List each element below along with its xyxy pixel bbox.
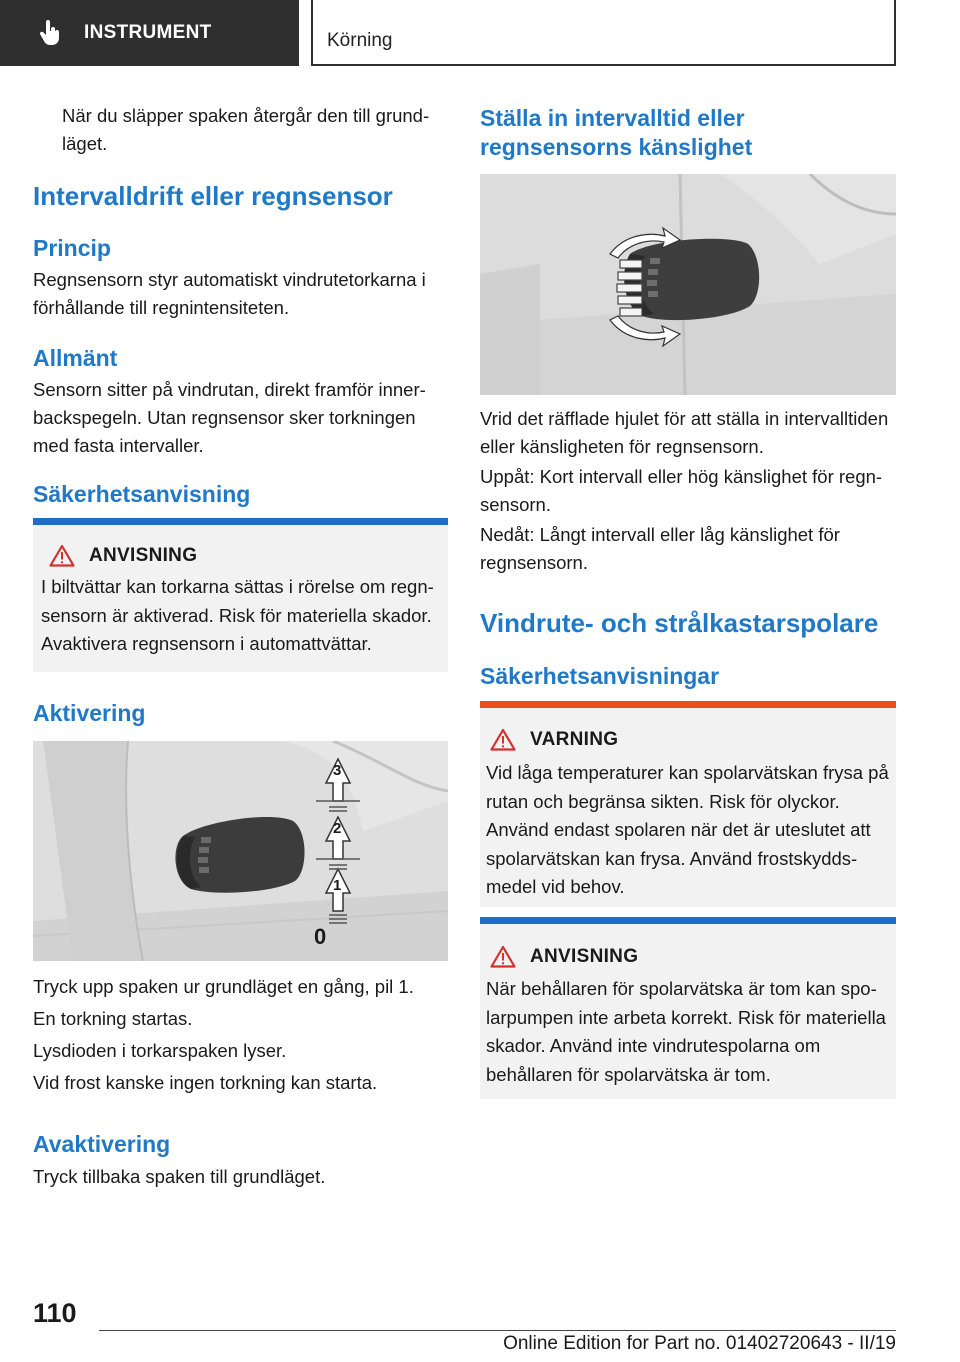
- header-section-label: INSTRUMENT: [84, 22, 212, 43]
- paragraph-allmant: Sensorn sitter på vindrutan, direkt framför innerbackspegeln. Utan regnsensor sker torkningen med fasta intervaller.: [33, 379, 426, 456]
- heading-intervalldrift: Intervalldrift eller regnsensor: [33, 181, 393, 211]
- figure-label-2: 2: [333, 820, 342, 837]
- paragraph-aktivering-2: En torkning startas.: [33, 1008, 193, 1029]
- heading-spolare: Vindrute- och strålkastarspolare: [480, 608, 879, 638]
- notice-text: I biltvättar kan torkarna sättas i rörelse om regnsensorn är aktiverad. Risk för materiella skador. Avaktivera regnsensorn i automattvättar.: [41, 576, 434, 654]
- heading-allmant: Allmänt: [33, 345, 118, 371]
- paragraph-aktivering-3: Lysdioden i torkarspaken lyser.: [33, 1040, 287, 1061]
- notice-title: ANVISNING: [89, 544, 198, 566]
- figure-label-3: 3: [333, 762, 342, 779]
- header-chapter-box: [311, 0, 896, 66]
- notice-box-anvisning: [33, 518, 448, 672]
- heading-sakerhetsanvisning: Säkerhetsanvisning: [33, 481, 251, 507]
- warning-title: VARNING: [530, 728, 619, 750]
- paragraph-uppat: Uppåt: Kort intervall eller hög känslighet för regnsensorn.: [480, 466, 883, 515]
- page-number: 110: [33, 1298, 77, 1328]
- heading-princip: Princip: [33, 235, 111, 261]
- warning-triangle-icon: [490, 945, 516, 968]
- paragraph-avaktivering: Tryck tillbaka spaken till grundläget.: [33, 1166, 326, 1187]
- warning-box-varning: [480, 701, 896, 907]
- intro-paragraph: När du släpper spaken återgår den till grundläget.: [62, 105, 430, 154]
- paragraph-nedat: Nedåt: Långt intervall eller låg känslighet för regnsensorn.: [480, 524, 840, 573]
- hand-pointer-icon: [38, 20, 62, 46]
- heading-sakerhetsanvisningar: Säkerhetsanvisningar: [480, 663, 720, 689]
- notice-2-text: När behållaren för spolarvätska är tom kan spolarpumpen inte arbeta korrekt. Risk för materiella skador. Använd inte vindrutespolarna om behållaren för spolarvätska är tom.: [486, 978, 886, 1085]
- heading-aktivering: Aktivering: [33, 700, 146, 726]
- notice-bar: [33, 518, 448, 525]
- heading-stalla-in: Ställa in intervalltid eller regnsensorns känslighet: [480, 105, 753, 160]
- notice-box-anvisning-2: [480, 917, 896, 1099]
- paragraph-vrid: Vrid det räfflade hjulet för att ställa in intervalltiden eller känsligheten för regnsensorn.: [480, 408, 889, 457]
- warning-text: Vid låga temperaturer kan spolarvätskan frysa på rutan och begränsa sikten. Risk för olyckor. Använd endast spolaren när det är uteslutet att spolarvätskan kan frysa. Använd frostskyddsmedel vid behov.: [486, 762, 889, 897]
- wiper-lever-illustration: [33, 741, 448, 961]
- warning-triangle-icon: [490, 728, 516, 751]
- notice-2-title: ANVISNING: [530, 945, 639, 967]
- warning-triangle-icon: [49, 544, 75, 567]
- warning-bar: [480, 701, 896, 708]
- edition-note: Online Edition for Part no. 01402720643 - II/19: [503, 1333, 896, 1354]
- wiper-lever-drawing: [33, 741, 448, 961]
- footer-divider: [99, 1330, 896, 1331]
- figure-label-0: 0: [314, 924, 327, 949]
- notice-bar-2: [480, 917, 896, 924]
- paragraph-aktivering-4: Vid frost kanske ingen torkning kan starta.: [33, 1072, 378, 1093]
- wheel-adjust-illustration: [480, 174, 896, 395]
- paragraph-princip: Regnsensorn styr automatiskt vindrutetorkarna i förhållande till regnintensiteten.: [33, 269, 426, 318]
- paragraph-aktivering-1: Tryck upp spaken ur grundläget en gång, pil 1.: [33, 976, 414, 997]
- figure-label-1: 1: [333, 877, 342, 894]
- header-chapter-label: Körning: [327, 30, 393, 51]
- wheel-adjust-drawing: [480, 174, 896, 395]
- heading-avaktivering: Avaktivering: [33, 1131, 171, 1157]
- header-section-tab: [0, 0, 299, 66]
